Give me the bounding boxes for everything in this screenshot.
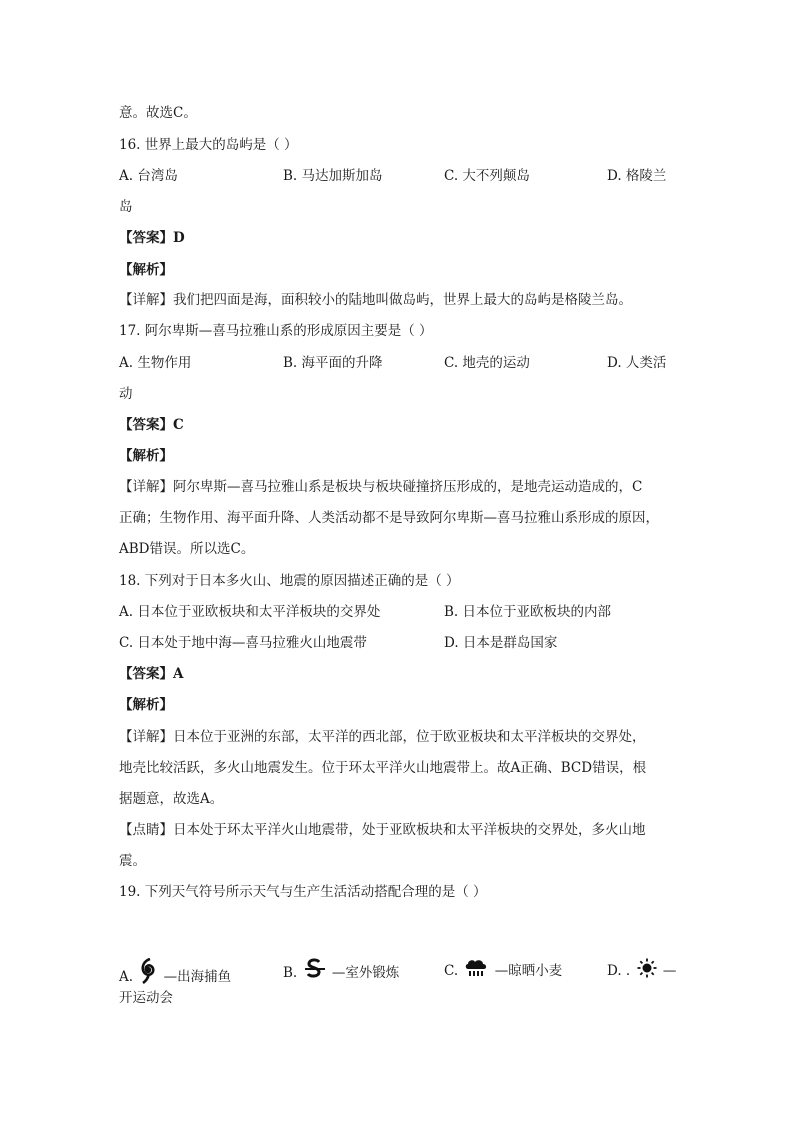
sunny-icon <box>637 958 657 984</box>
option-letter: A. <box>119 969 134 985</box>
q18-tip: 【点睛】日本处于环太平洋火山地震带，处于亚欧板块和太平洋板块的交界处，多火山地 <box>119 822 646 838</box>
option-text: —室外锻炼 <box>331 965 400 981</box>
q17-detail: ABD错误。所以选C。 <box>119 541 255 557</box>
q16-option-c: C. 大不列颠岛 <box>444 168 530 184</box>
q17-option-d: D. 人类活 <box>607 355 667 371</box>
option-letter: B. <box>283 965 298 981</box>
question-16: 16. 世界上最大的岛屿是（ ） <box>119 137 298 153</box>
option-letter: C. <box>444 963 459 979</box>
q19-option-b <box>283 958 399 986</box>
question-17: 17. 阿尔卑斯—喜马拉雅山系的形成原因主要是（ ） <box>119 323 433 339</box>
q16-analysis-label: 【解析】 <box>119 262 173 278</box>
question-18: 18. 下列对于日本多火山、地震的原因描述正确的是（ ） <box>119 573 460 589</box>
q17-detail: 【详解】阿尔卑斯—喜马拉雅山系是板块与板块碰撞挤压形成的，是地壳运动造成的，C <box>119 479 643 495</box>
q18-option-b: B. 日本位于亚欧板块的内部 <box>444 604 612 620</box>
option-letter: D. . <box>607 963 631 979</box>
question-19: 19. 下列天气符号所示天气与生产生活活动搭配合理的是（ ） <box>119 884 487 900</box>
q19-option-c <box>444 958 562 984</box>
q18-option-d: D. 日本是群岛国家 <box>444 635 558 651</box>
q19-option-a <box>119 958 231 990</box>
q17-option-b: B. 海平面的升降 <box>283 355 383 371</box>
q17-option-a: A. 生物作用 <box>119 355 192 371</box>
q18-option-c: C. 日本处于地中海—喜马拉雅火山地震带 <box>119 635 367 651</box>
option-text: —晾晒小麦 <box>494 963 563 979</box>
q17-answer: 【答案】C <box>119 417 184 433</box>
q17-detail: 正确；生物作用、海平面升降、人类活动都不是导致阿尔卑斯—喜马拉雅山系形成的原因， <box>119 510 659 526</box>
typhoon-icon <box>139 958 157 990</box>
q18-detail: 据题意，故选A。 <box>119 791 224 807</box>
q19-option-d <box>607 958 676 984</box>
q16-answer: 【答案】D <box>119 230 185 246</box>
text-line: 意。故选C。 <box>119 105 197 121</box>
q18-analysis-label: 【解析】 <box>119 697 173 713</box>
q19-option-wrap: 开运动会 <box>119 990 173 1006</box>
q18-detail: 【详解】日本位于亚洲的东部，太平洋的西北部，位于欧亚板块和太平洋板块的交界处， <box>119 729 646 745</box>
q16-option-b: B. 马达加斯加岛 <box>283 168 383 184</box>
q16-detail: 【详解】我们把四面是海，面积较小的陆地叫做岛屿，世界上最大的岛屿是格陵兰岛。 <box>119 292 632 308</box>
q17-analysis-label: 【解析】 <box>119 448 173 464</box>
q18-option-a: A. 日本位于亚欧板块和太平洋板块的交界处 <box>119 604 381 620</box>
sandstorm-icon <box>304 958 326 986</box>
q16-option-wrap: 岛 <box>119 199 133 215</box>
option-text: —出海捕鱼 <box>163 969 232 985</box>
q18-detail: 地壳比较活跃，多火山地震发生。位于环太平洋火山地震带上。故A正确、BCD错误，根 <box>119 760 647 776</box>
q18-answer: 【答案】A <box>119 666 184 682</box>
q16-option-d: D. 格陵兰 <box>607 168 667 184</box>
q16-option-a: A. 台湾岛 <box>119 168 178 184</box>
q17-option-c: C. 地壳的运动 <box>444 355 530 371</box>
rain-cloud-icon <box>464 958 488 984</box>
option-text: — <box>662 963 677 979</box>
q18-tip: 震。 <box>119 853 146 869</box>
q17-option-wrap: 动 <box>119 386 133 402</box>
